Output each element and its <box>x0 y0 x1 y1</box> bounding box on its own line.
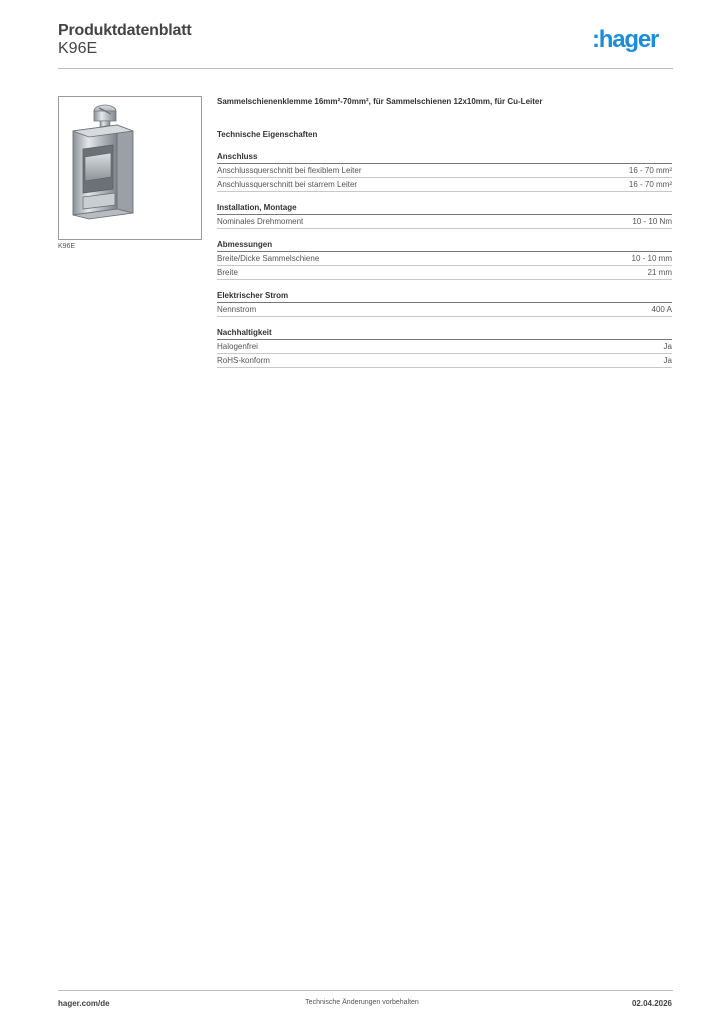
technical-properties-title: Technische Eigenschaften <box>217 130 318 139</box>
row-label: Nennstrom <box>217 305 257 314</box>
group-title: Nachhaltigkeit <box>217 327 672 340</box>
product-image <box>58 96 202 240</box>
group-elektrischer-strom <box>217 290 672 317</box>
group-installation <box>217 202 672 229</box>
group-abmessungen <box>217 239 672 280</box>
product-code: K96E <box>58 40 98 57</box>
row-label: Halogenfrei <box>217 342 258 351</box>
row-label: Nominales Drehmoment <box>217 217 304 226</box>
row-value: Ja <box>663 356 672 365</box>
busbar-clamp-illustration <box>59 97 201 239</box>
row-label: Anschlussquerschnitt bei starrem Leiter <box>217 180 358 189</box>
row-value: 10 - 10 Nm <box>632 217 672 226</box>
footer-divider <box>58 990 673 991</box>
table-row <box>217 303 672 317</box>
table-row <box>217 266 672 280</box>
row-value: 21 mm <box>647 268 672 277</box>
table-row <box>217 340 672 354</box>
footer-website-link[interactable]: hager.com/de <box>58 999 110 1008</box>
group-title: Elektrischer Strom <box>217 290 672 303</box>
row-label: Breite/Dicke Sammelschiene <box>217 254 320 263</box>
table-row <box>217 164 672 178</box>
row-value: 16 - 70 mm² <box>628 166 672 175</box>
table-row <box>217 252 672 266</box>
page-title: Produktdatenblatt <box>58 22 192 39</box>
table-row <box>217 215 672 229</box>
group-nachhaltigkeit <box>217 327 672 368</box>
hager-logo: :hager <box>592 26 659 53</box>
group-anschluss <box>217 151 672 192</box>
group-title: Abmessungen <box>217 239 672 252</box>
product-details <box>217 96 672 368</box>
footer-note: Technische Änderungen vorbehalten <box>305 999 419 1006</box>
table-row <box>217 178 672 192</box>
image-caption: K96E <box>58 243 76 250</box>
row-value: 10 - 10 mm <box>631 254 672 263</box>
footer-date: 02.04.2026 <box>631 999 672 1008</box>
row-value: 400 A <box>651 305 672 314</box>
group-title: Installation, Montage <box>217 202 672 215</box>
row-value: 16 - 70 mm² <box>628 180 672 189</box>
row-value: Ja <box>663 342 672 351</box>
row-label: Anschlussquerschnitt bei flexiblem Leiter <box>217 166 362 175</box>
header-divider <box>58 68 673 69</box>
row-label: Breite <box>217 268 238 277</box>
group-title: Anschluss <box>217 151 672 164</box>
row-label: RoHS-konform <box>217 356 270 365</box>
table-row <box>217 354 672 368</box>
product-description: Sammelschienenklemme 16mm²-70mm², für Sammelschienen 12x10mm, für Cu-Leiter <box>217 97 543 106</box>
